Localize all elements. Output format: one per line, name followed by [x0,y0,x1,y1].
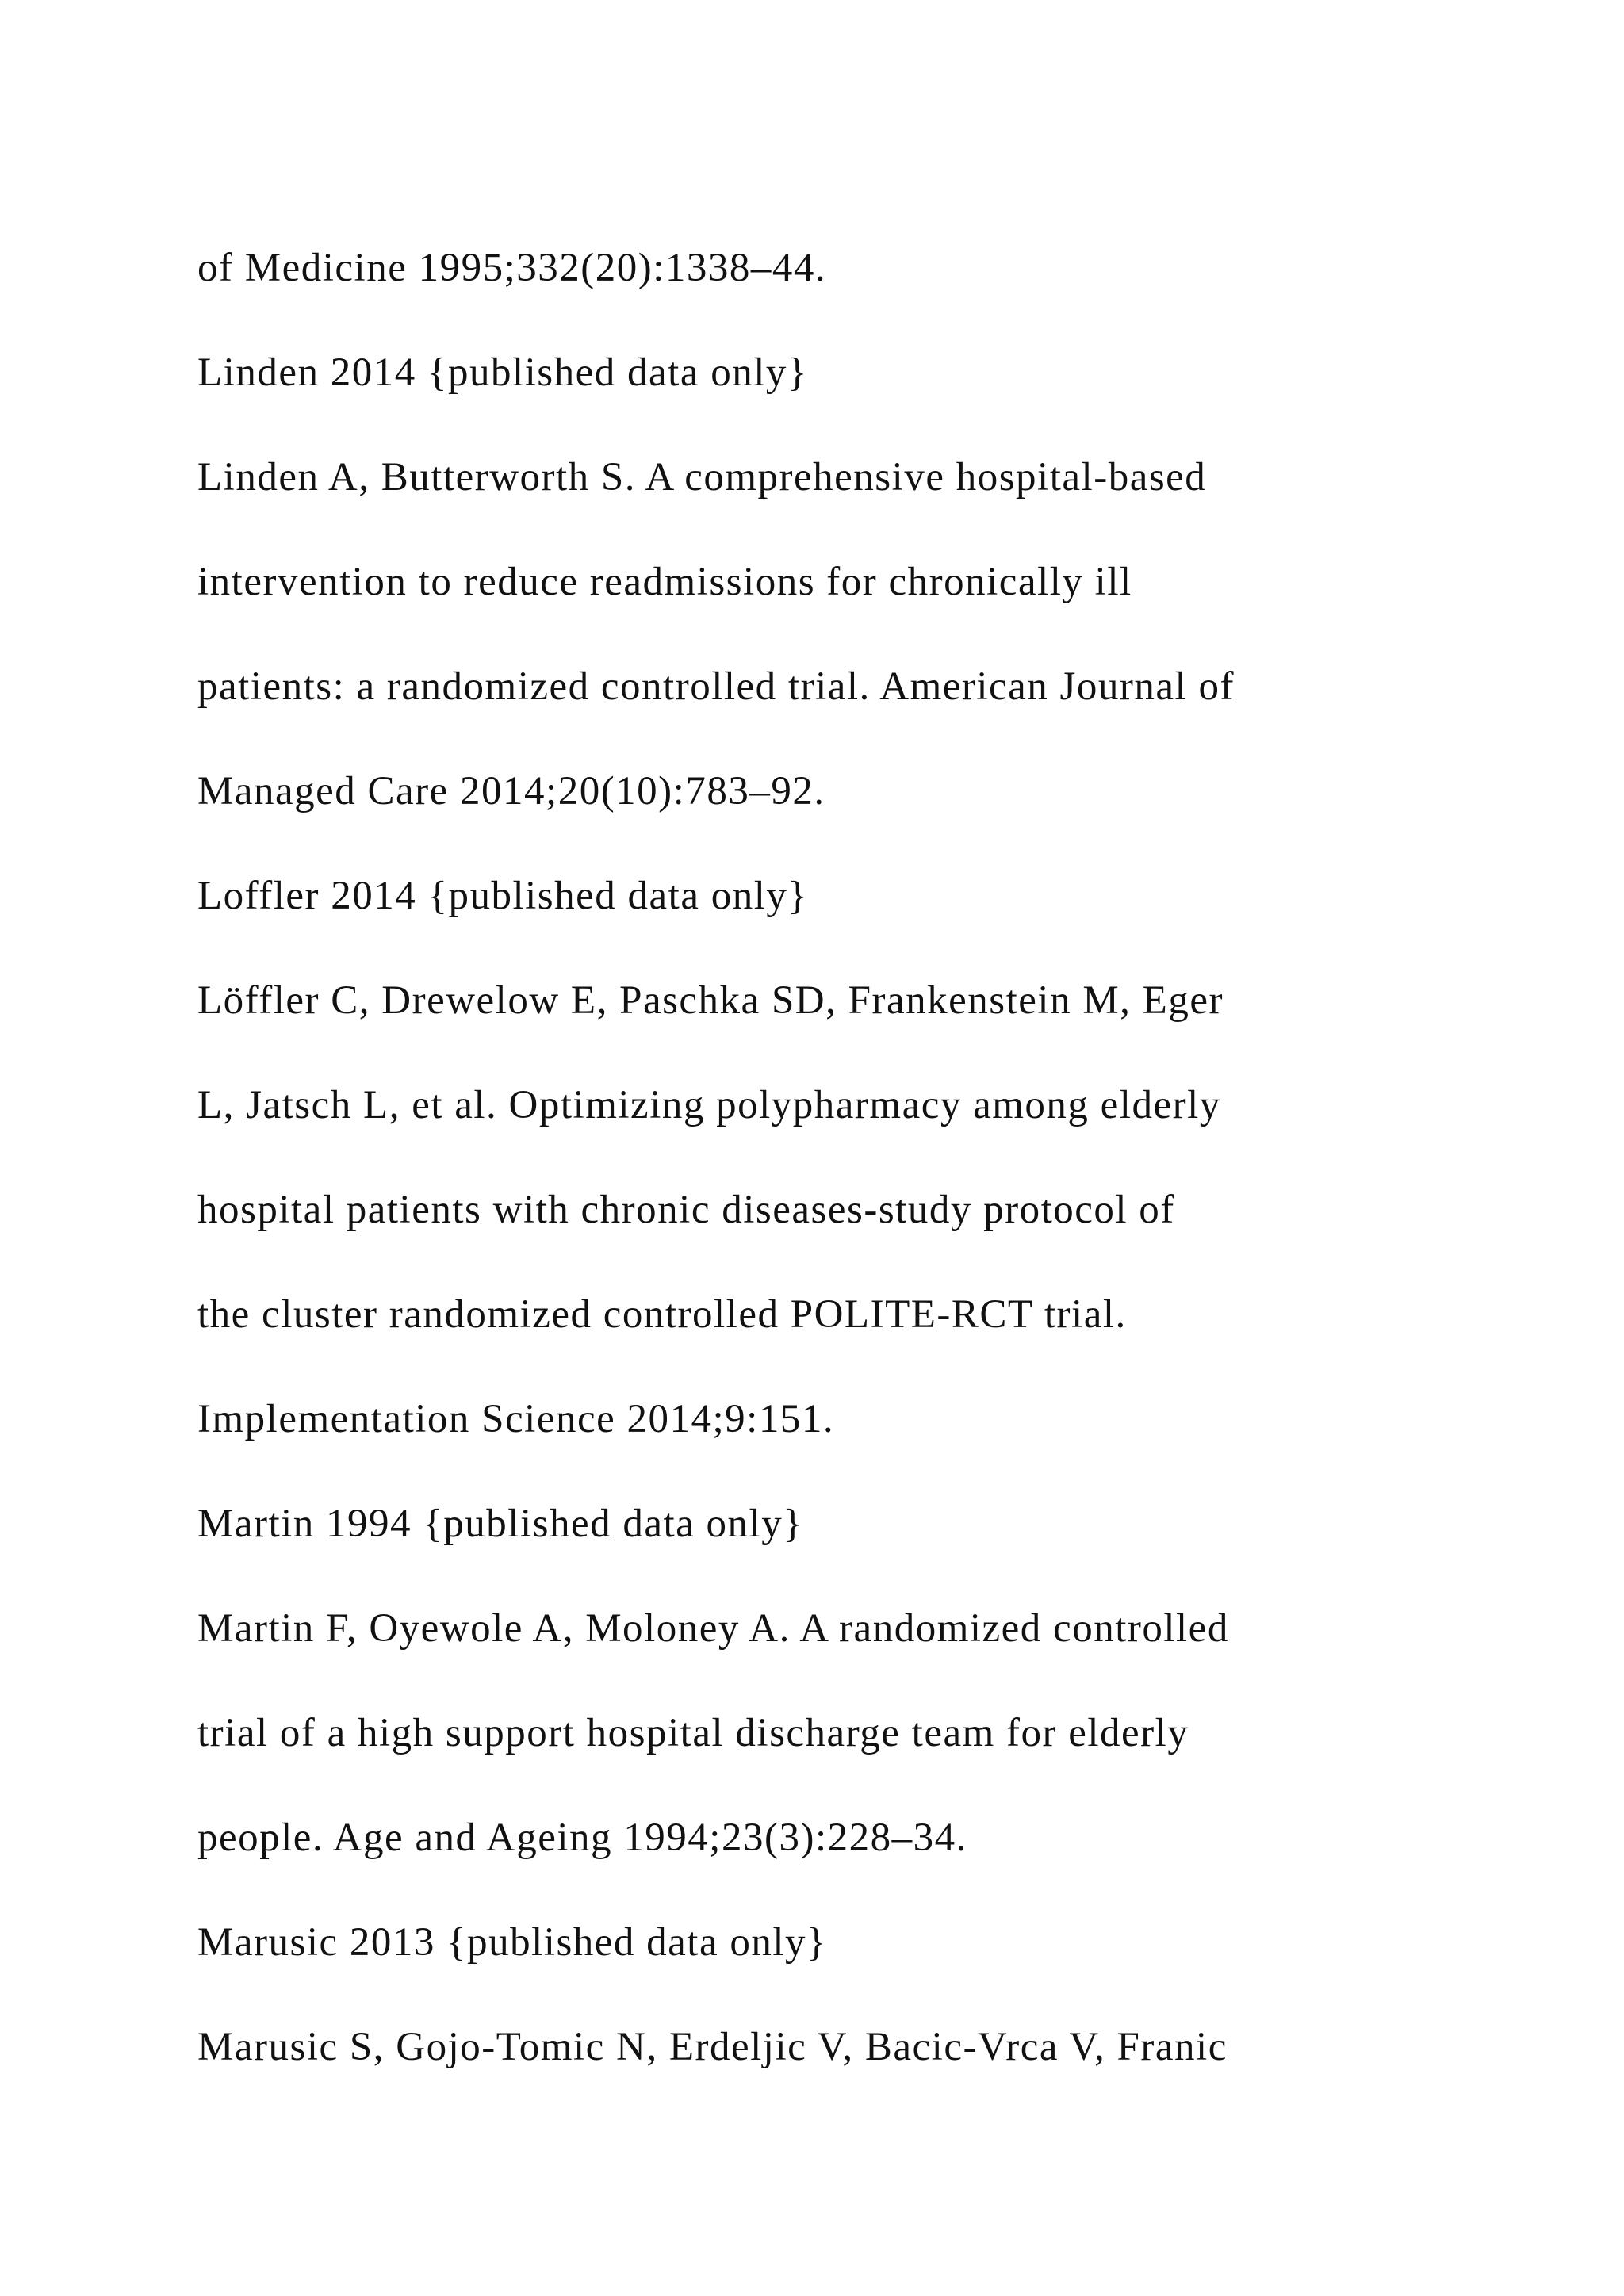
text-line: Managed Care 2014;20(10):783–92. [197,769,825,813]
text-line: hospital patients with chronic diseases-study protocol of [197,1188,1175,1232]
text-line: intervention to reduce readmissions for chronically ill [197,560,1132,604]
reference-heading: Loffler 2014 {published data only} [197,874,809,918]
reference-heading: Marusic 2013 {published data only} [197,1920,828,1965]
text-line: patients: a randomized controlled trial. American Journal of [197,664,1235,709]
text-line: Löffler C, Drewelow E, Paschka SD, Frankenstein M, Eger [197,978,1224,1023]
reference-list [197,244,1434,2128]
text-line: people. Age and Ageing 1994;23(3):228–34. [197,1816,967,1860]
text-line: Marusic S, Gojo-Tomic N, Erdeljic V, Bacic-Vrca V, Franic [197,2025,1228,2069]
reference-heading: Martin 1994 {published data only} [197,1502,804,1546]
text-line: trial of a high support hospital discharge team for elderly [197,1711,1189,1755]
text-line: of Medicine 1995;332(20):1338–44. [197,246,827,290]
text-line: the cluster randomized controlled POLITE-RCT trial. [197,1292,1127,1337]
text-line: Linden A, Butterworth S. A comprehensive hospital-based [197,455,1207,499]
reference-heading: Linden 2014 {published data only} [197,350,808,395]
text-line: Martin F, Oyewole A, Moloney A. A randomized controlled [197,1606,1229,1651]
text-line: Implementation Science 2014;9:151. [197,1397,835,1441]
text-line: L, Jatsch L, et al. Optimizing polypharmacy among elderly [197,1083,1221,1127]
